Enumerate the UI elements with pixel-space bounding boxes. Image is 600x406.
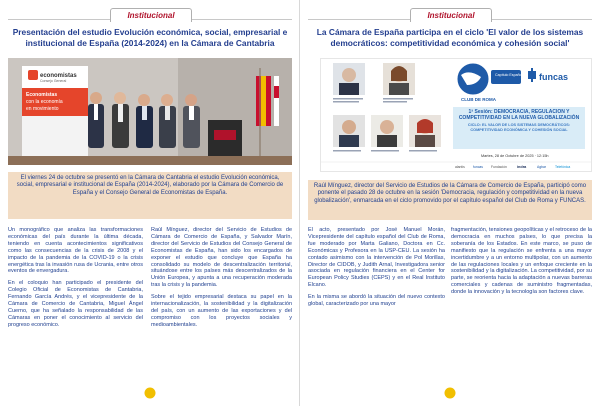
- poster-caption: [308, 180, 592, 220]
- speaker-portrait: [333, 63, 365, 95]
- column-2: [451, 227, 592, 301]
- club-de-roma-globe-icon: [458, 64, 488, 94]
- column-2: [151, 227, 292, 334]
- sponsor: funcas: [473, 165, 483, 169]
- section-tab: Institucional: [110, 8, 192, 22]
- paragraph: En la misma se abordó la situación del nuevo contexto global, caracterizado por una mayor: [308, 294, 445, 308]
- camara-logo-icon: [144, 387, 156, 399]
- paragraph: fragmentación, tensiones geopolíticas y el retroceso de la democracia en muchos países, lo que precisa la soberanía de los Estados. En este marco, se puso de manifiesto que la regulación se enfrenta a una mayor incertidumbre y a un entorno multipolar, con un aumento de las regulaciones locales y un enfoque creciente en la sostenibilidad y la digitalización. La competitividad, por su parte, se reorienta hacia la adaptación a nuevas barreras comerciales y cadenas de suministro fragmentadas, donde la innovación y la tecnología son factores clave.: [451, 227, 592, 296]
- speaker-portrait: [333, 115, 365, 147]
- paragraph: Un monográfico que analiza las transformaciones económicas del país durante la última década, teniendo en cuenta acontecimientos significativos como las consecuencias de la crisis de 2008 y el impacto de la pandemia de la COVID-19 o la crisis energética tras la invasión rusa de Ucrania, entre otros eventos de envergadura.: [8, 227, 143, 275]
- event-date: Martes, 28 de Octubre de 2025 · 12:15h: [481, 154, 549, 158]
- capitulo-label: Capítulo Español: [495, 73, 523, 77]
- article-headline: Presentación del estudio Evolución económica, social, empresarial e institucional de España (2014-2024) en la Cámara de Cantabria: [12, 27, 288, 48]
- caption-text: Raúl Mínguez, director del Servicio de Estudios de la Cámara de Comercio de España, participó como ponente el pasado 28 de octubre en la sesión 'Democracia, regulación y competitividad en la nueva globalización', enmarcada en el ciclo promovido por el capítulo español del Club de Roma y FUNCAS.: [313, 183, 587, 204]
- paragraph: El acto, presentado por José Manuel Morán, Vicepresidente del capítulo español del Club de Roma, fue moderado por Marta Galiano, Doctora en Cc. Económicas y Profesora en la USP-CEU. La sesión ha contado asimismo con la intervención de Pol Morillas, Director de CIDOB, y Judith Arnal, Investigadora senior asociada en regulación financiera en el Center for European Policy Studies (CEPS) y en el Real Instituto Elcano.: [308, 227, 445, 289]
- caption-text: El viernes 24 de octubre se presentó en la Cámara de Cantabria el estudio Evolución económica, social, empresarial e institucional de España (2014-2024), elaborado por la Cámara de Comercio de España y el Consejo General de Economistas de España.: [16, 175, 284, 196]
- club-name: CLUB DE ROMA: [461, 97, 496, 102]
- banner-line2: con la economía: [26, 99, 63, 105]
- sponsor: indra: [517, 165, 527, 169]
- speaker-portrait: [371, 115, 403, 147]
- article-headline: La Cámara de España participa en el ciclo 'El valor de los sistemas democráticos: competitividad económica y cohesión social': [316, 27, 584, 48]
- column-1: [308, 227, 445, 313]
- paragraph: Sobre el tejido empresarial destaca su papel en la internacionalización, la sostenibilidad y la digitalización del país, con un aumento de las exportaciones y del compromiso con los proyectos sociales y medioambientales.: [151, 294, 292, 328]
- funcas-label: funcas: [539, 72, 569, 82]
- paragraph: Raúl Mínguez, director del Servicio de Estudios de Cámara de Comercio de España, y Salvador Marín, director del Servicio de Estudios del Consejo General de Economistas de España, han sido los encargados de exponer el estudio que concluye que España ha consolidado su modelo de descentralización territorial, situándose entre los países más descentralizados de la Unión Europea, y apunta a una recuperación moderada tras la crisis y la pandemia.: [151, 227, 292, 289]
- banner-line1: Economistas: [26, 92, 58, 98]
- camara-logo-icon: [444, 387, 456, 399]
- event-photo-illustration: [8, 58, 292, 165]
- sponsor: alantis: [455, 165, 465, 169]
- paragraph: En el coloquio han participado el presidente del Colegio Oficial de Economistas de Cantabria, Fernando García Andrés, y el vicepresidente de la Cámara de Comercio de Cantabria, Miguel Ángel Cuerno, que ha señalado la responsabilidad de las Cámaras en poner el conocimiento al servicio del progreso económico.: [8, 280, 143, 328]
- banner-logo-sub: Consejo General: [40, 79, 67, 83]
- banner-line3: en movimiento: [26, 106, 59, 112]
- section-tab: Institucional: [410, 8, 492, 22]
- sponsor: Telefónica: [555, 165, 571, 169]
- event-poster-illustration: [321, 59, 591, 171]
- column-1: [8, 227, 143, 334]
- session-title: 1ª Sesión: DEMOCRACIA, REGULACIÓN Y COMPETITIVIDAD EN LA NUEVA GLOBALIZACIÓN: [458, 109, 580, 121]
- sponsor: Fundación: [491, 165, 507, 169]
- event-photo: [8, 58, 292, 165]
- banner-logo-text: economistas: [40, 73, 77, 79]
- sponsor: Agbar: [537, 165, 547, 169]
- event-poster: [320, 58, 592, 172]
- cycle-title: CICLO: EL VALOR DE LOS SISTEMAS DEMOCRÁTICOS: COMPETITIVIDAD ECONÓMICA Y COHESIÓN SOCIAL: [467, 123, 571, 132]
- photo-caption: [8, 172, 292, 219]
- speaker-portrait: [409, 115, 441, 147]
- speaker-portrait: [383, 63, 415, 95]
